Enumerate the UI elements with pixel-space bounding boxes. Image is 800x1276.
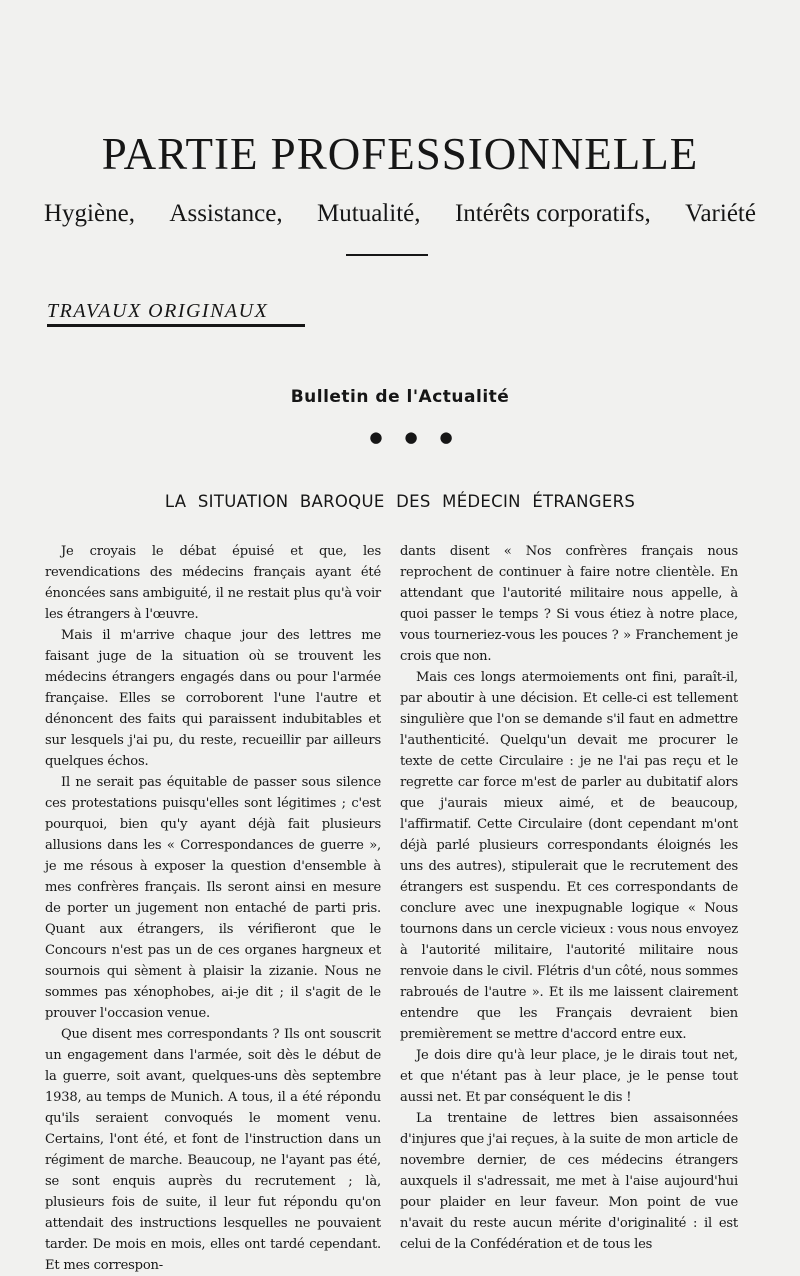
- paragraph: La trentaine de lettres bien assaisonnées d'injures que j'ai reçues, à la suite de mon article de novembre dernier, de ces médecins étrangers auxquels il s'adressait, me met à l'aise aujourd'hui pour plaider en leur faveur. Mon point de vue n'avait du reste aucun mérite d'originalité : il est celui de la Confédération et de tous les: [400, 1111, 738, 1252]
- section-underline: [47, 324, 305, 327]
- paragraph: Je dois dire qu'à leur place, je le dirais tout net, et que n'étant pas à leur place, je le pense tout aussi net. Et par conséquent le dis !: [400, 1048, 738, 1105]
- subtitle-item: Intérêts corporatifs,: [454, 200, 651, 227]
- ornament-bullets: ●●●: [369, 428, 475, 446]
- subtitle-item: Variété: [685, 200, 756, 227]
- paragraph: Il ne serait pas équitable de passer sous silence ces protestations puisqu'elles sont légitimes ; c'est pourquoi, bien qu'y ayant déjà fait plusieurs allusions dans les « Correspondances de guerre », je me résous à exposer la question d'ensemble à mes confrères français. Ils seront ainsi en mesure de porter un jugement non entaché de parti pris. Quant aux étrangers, ils vérifieront que le Concours n'est pas un de ces organes hargneux et sournois qui sèment à plaisir la zizanie. Nous ne sommes pas xénophobes, ai-je dit ; il s'agit de le prouver l'occasion venue.: [45, 775, 381, 1021]
- article-title: LA SITUATION BAROQUE DES MÉDECIN ÉTRANGERS: [164, 492, 636, 511]
- subtitle-item: Mutualité,: [317, 200, 421, 227]
- paragraph: Mais ces longs atermoiements ont fini, paraît-il, par aboutir à une décision. Et celle-ci est tellement singulière que l'on se demande s'il faut en admettre l'authenticité. Quelqu'un devait me procurer le texte de cette Circulaire : je ne l'ai pas reçu et le regrette car force m'est de parler au dubitatif alors que j'aurais mieux aimé, et de beaucoup, l'affirmatif. Cette Circulaire (dont cependant m'ont déjà parlé plusieurs correspondants éloignés les uns des autres), stipulerait que le recrutement des étrangers est suspendu. Et ces correspondants de conclure avec une inexpugnable logique « Nous tournons dans un cercle vicieux : vous nous envoyez à l'autorité militaire, l'autorité militaire nous renvoie dans le civil. Flétris d'un côté, nous sommes rabroués de l'autre ». Et ils me laissent clairement entendre que les Français devraient bien premièrement se mettre d'accord entre eux.: [400, 670, 738, 1042]
- page-title: PARTIE PROFESSIONNELLE: [101, 129, 699, 179]
- bulletin-heading: Bulletin de l'Actualité: [290, 387, 510, 407]
- paragraph: Que disent mes correspondants ? Ils ont souscrit un engagement dans l'armée, soit dès le début de la guerre, soit avant, quelques-uns dès septembre 1938, au temps de Munich. A tous, il a été répondu qu'ils seraient convoqués le moment venu. Certains, l'ont été, et font de l'instruction dans un régiment de marche. Beaucoup, ne l'ayant pas été, se sont enquis auprès du recrutement ; là, plusieurs fois de suite, il leur fut répondu qu'on attendait des instructions lesquelles ne pouvaient tarder. De mois en mois, elles ont tardé cependant. Et mes correspon-: [45, 1027, 381, 1273]
- subtitle-item: Hygiène,: [44, 200, 135, 227]
- article-column-left: [45, 541, 381, 1276]
- subtitle-line: [44, 200, 756, 228]
- paragraph: Mais il m'arrive chaque jour des lettres me faisant juge de la situation où se trouvent les médecins étrangers engagés dans ou pour l'armée française. Elles se corroborent l'une l'autre et dénoncent des faits qui paraissent indubitables et sur lesquels j'ai pu, du reste, recueillir par ailleurs quelques échos.: [45, 628, 381, 769]
- paragraph: Je croyais le débat épuisé et que, les revendications des médecins français ayant été énoncées sans ambiguité, il ne restait plus qu'à voir les étrangers à l'œuvre.: [45, 544, 381, 622]
- section-label: TRAVAUX ORIGINAUX: [47, 300, 269, 322]
- article-column-right: [400, 541, 738, 1255]
- subtitle-item: Assistance,: [169, 200, 283, 227]
- paragraph: dants disent « Nos confrères français nous reprochent de continuer à faire notre clientèle. En attendant que l'autorité militaire nous appelle, à quoi passer le temps ? Si vous étiez à notre place, vous tourneriez-vous les pouces ? » Franchement je crois que non.: [400, 544, 738, 664]
- title-divider: [346, 254, 428, 256]
